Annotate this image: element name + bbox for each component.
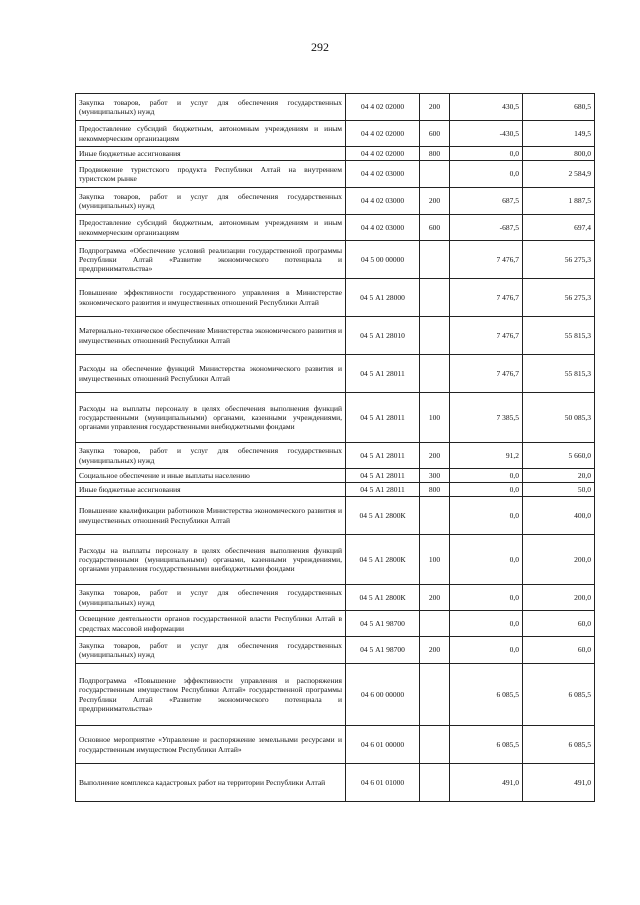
row-name: Продвижение туристского продукта Республики Алтай на внутреннем туристском рынке (76, 161, 346, 188)
row-amount-change: 6 085,5 (450, 726, 523, 764)
table-row (76, 535, 595, 585)
row-name: Расходы на выплаты персоналу в целях обеспечения выполнения функций государственными (муниципальными) органами, казенными учреждениями, органами управления государственными внебюджетными фондами (76, 393, 346, 443)
row-name: Материально-техническое обеспечение Министерства экономического развития и имущественных отношений Республики Алтай (76, 317, 346, 355)
row-amount-change: 0,0 (450, 637, 523, 664)
row-amount-total: 56 275,3 (523, 279, 595, 317)
row-amount-total: 800,0 (523, 147, 595, 161)
budget-table (75, 93, 595, 802)
row-expense-type: 200 (420, 94, 450, 121)
row-amount-total: 5 660,0 (523, 443, 595, 469)
row-name: Освещение деятельности органов государственной власти Республики Алтай в средствах массовой информации (76, 611, 346, 637)
row-code: 04 5 А1 28011 (346, 469, 420, 483)
row-amount-change: 7 476,7 (450, 355, 523, 393)
row-amount-total: 1 887,5 (523, 188, 595, 215)
table-row (76, 764, 595, 802)
row-amount-total: 2 584,9 (523, 161, 595, 188)
row-amount-total: 200,0 (523, 535, 595, 585)
row-amount-change: 687,5 (450, 188, 523, 215)
row-expense-type (420, 161, 450, 188)
row-name: Закупка товаров, работ и услуг для обеспечения государственных (муниципальных) нужд (76, 94, 346, 121)
row-amount-total: 60,0 (523, 611, 595, 637)
row-code: 04 5 А1 28011 (346, 443, 420, 469)
row-amount-change: 7 476,7 (450, 279, 523, 317)
row-name: Закупка товаров, работ и услуг для обеспечения государственных (муниципальных) нужд (76, 188, 346, 215)
row-amount-change: 0,0 (450, 611, 523, 637)
row-amount-total: 60,0 (523, 637, 595, 664)
row-amount-change: 91,2 (450, 443, 523, 469)
row-amount-change: -687,5 (450, 215, 523, 241)
row-amount-total: 50 085,3 (523, 393, 595, 443)
row-expense-type: 100 (420, 393, 450, 443)
row-code: 04 5 А1 28011 (346, 393, 420, 443)
table-row (76, 726, 595, 764)
row-amount-change: 7 385,5 (450, 393, 523, 443)
row-amount-change: 0,0 (450, 535, 523, 585)
row-amount-total: 6 085,5 (523, 726, 595, 764)
table-row (76, 188, 595, 215)
row-code: 04 4 02 02000 (346, 121, 420, 147)
row-amount-total: 680,5 (523, 94, 595, 121)
row-amount-change: 0,0 (450, 469, 523, 483)
row-expense-type: 800 (420, 483, 450, 497)
row-expense-type: 200 (420, 443, 450, 469)
row-expense-type (420, 279, 450, 317)
row-amount-change: 0,0 (450, 497, 523, 535)
row-code: 04 4 02 02000 (346, 94, 420, 121)
row-expense-type (420, 241, 450, 279)
row-expense-type: 300 (420, 469, 450, 483)
row-name: Основное мероприятие «Управление и распоряжение земельными ресурсами и государственным имуществом Республики Алтай» (76, 726, 346, 764)
row-expense-type (420, 497, 450, 535)
row-amount-change: 430,5 (450, 94, 523, 121)
row-expense-type: 600 (420, 121, 450, 147)
row-name: Предоставление субсидий бюджетным, автономным учреждениям и иным некоммерческим организациям (76, 121, 346, 147)
row-expense-type (420, 664, 450, 726)
row-code: 04 4 02 03000 (346, 188, 420, 215)
row-code: 04 5 А1 2800К (346, 535, 420, 585)
row-name: Иные бюджетные ассигнования (76, 483, 346, 497)
row-name: Иные бюджетные ассигнования (76, 147, 346, 161)
row-code: 04 4 02 03000 (346, 215, 420, 241)
table-row (76, 585, 595, 611)
row-name: Закупка товаров, работ и услуг для обеспечения государственных (муниципальных) нужд (76, 443, 346, 469)
row-amount-total: 50,0 (523, 483, 595, 497)
row-amount-change: 6 085,5 (450, 664, 523, 726)
row-code: 04 6 01 01000 (346, 764, 420, 802)
row-expense-type (420, 764, 450, 802)
row-name: Расходы на обеспечение функций Министерства экономического развития и имущественных отношений Республики Алтай (76, 355, 346, 393)
row-amount-total: 200,0 (523, 585, 595, 611)
table-row (76, 161, 595, 188)
row-expense-type: 600 (420, 215, 450, 241)
row-name: Повышение эффективности государственного управления в Министерстве экономического развития и имущественных отношений Республики Алтай (76, 279, 346, 317)
row-expense-type (420, 355, 450, 393)
row-code: 04 5 А1 28000 (346, 279, 420, 317)
row-code: 04 5 А1 98700 (346, 611, 420, 637)
row-name: Закупка товаров, работ и услуг для обеспечения государственных (муниципальных) нужд (76, 585, 346, 611)
row-code: 04 4 02 02000 (346, 147, 420, 161)
table-row (76, 483, 595, 497)
row-amount-total: 20,0 (523, 469, 595, 483)
row-amount-change: 0,0 (450, 147, 523, 161)
row-code: 04 5 А1 2800К (346, 585, 420, 611)
table-row (76, 279, 595, 317)
table-row (76, 241, 595, 279)
row-amount-change: 0,0 (450, 483, 523, 497)
page-number: 292 (311, 40, 329, 54)
table-row (76, 469, 595, 483)
row-code: 04 6 01 00000 (346, 726, 420, 764)
row-expense-type: 100 (420, 535, 450, 585)
row-code: 04 5 А1 28011 (346, 355, 420, 393)
row-amount-change: 7 476,7 (450, 317, 523, 355)
row-code: 04 6 00 00000 (346, 664, 420, 726)
row-name: Выполнение комплекса кадастровых работ на территории Республики Алтай (76, 764, 346, 802)
table-row (76, 121, 595, 147)
row-code: 04 5 00 00000 (346, 241, 420, 279)
row-amount-total: 56 275,3 (523, 241, 595, 279)
row-code: 04 5 А1 28011 (346, 483, 420, 497)
row-amount-total: 149,5 (523, 121, 595, 147)
row-expense-type: 800 (420, 147, 450, 161)
table-row (76, 393, 595, 443)
row-expense-type: 200 (420, 188, 450, 215)
table-row (76, 637, 595, 664)
row-expense-type: 200 (420, 585, 450, 611)
table-row (76, 94, 595, 121)
table-row (76, 355, 595, 393)
row-name: Социальное обеспечение и иные выплаты населению (76, 469, 346, 483)
row-expense-type: 200 (420, 637, 450, 664)
table-row (76, 664, 595, 726)
row-code: 04 5 А1 98700 (346, 637, 420, 664)
row-name: Предоставление субсидий бюджетным, автономным учреждениям и иным некоммерческим организациям (76, 215, 346, 241)
row-expense-type (420, 726, 450, 764)
table-row (76, 611, 595, 637)
row-amount-total: 55 815,3 (523, 317, 595, 355)
row-amount-change: 491,0 (450, 764, 523, 802)
row-amount-total: 697,4 (523, 215, 595, 241)
row-amount-change: 0,0 (450, 161, 523, 188)
table-row (76, 443, 595, 469)
row-amount-total: 491,0 (523, 764, 595, 802)
row-amount-total: 400,0 (523, 497, 595, 535)
row-name: Подпрограмма «Повышение эффективности управления и распоряжения государственным имуществом Республики Алтай» государственной программы Республики Алтай «Развитие экономического потенциала и предпринимательства» (76, 664, 346, 726)
row-amount-total: 55 815,3 (523, 355, 595, 393)
row-code: 04 5 А1 28010 (346, 317, 420, 355)
table-row (76, 147, 595, 161)
row-name: Повышение квалификации работников Министерства экономического развития и имущественных отношений Республики Алтай (76, 497, 346, 535)
row-amount-change: -430,5 (450, 121, 523, 147)
table-row (76, 497, 595, 535)
row-amount-change: 0,0 (450, 585, 523, 611)
row-expense-type (420, 611, 450, 637)
row-name: Расходы на выплаты персоналу в целях обеспечения выполнения функций государственными (муниципальными) органами, казенными учреждениями, органами управления государственными внебюджетными фондами (76, 535, 346, 585)
table-row (76, 317, 595, 355)
row-amount-change: 7 476,7 (450, 241, 523, 279)
row-name: Подпрограмма «Обеспечение условий реализации государственной программы Республики Алтай «Развитие экономического потенциала и предпринимательства» (76, 241, 346, 279)
row-code: 04 4 02 03000 (346, 161, 420, 188)
row-expense-type (420, 317, 450, 355)
table-row (76, 215, 595, 241)
row-name: Закупка товаров, работ и услуг для обеспечения государственных (муниципальных) нужд (76, 637, 346, 664)
row-code: 04 5 А1 2800К (346, 497, 420, 535)
row-amount-total: 6 085,5 (523, 664, 595, 726)
